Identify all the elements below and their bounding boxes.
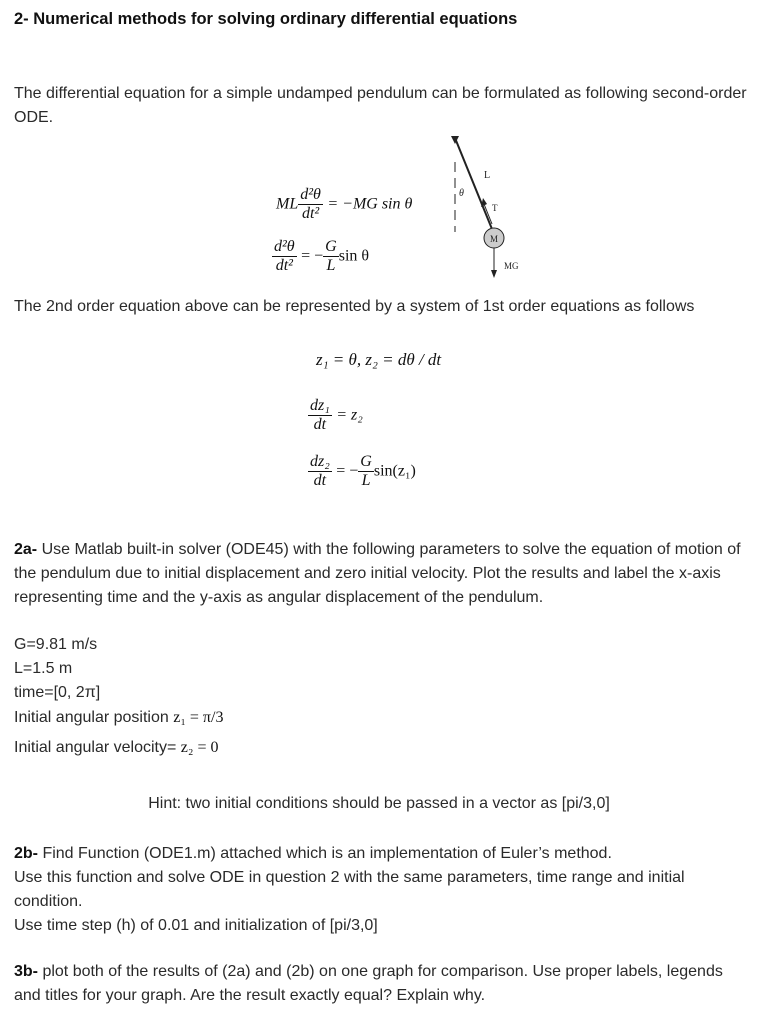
eq2-sin: sin θ (338, 247, 370, 265)
eq2-g-over-l (323, 238, 339, 274)
eq2-l: L (326, 256, 336, 274)
question-2a-label: 2a- (14, 541, 38, 558)
param-initial-velocity (14, 739, 218, 757)
pendulum-rod (455, 138, 494, 234)
eq2-equals: = − (301, 247, 324, 265)
init-pos-label: Initial angular position (14, 709, 174, 726)
mass-label: M (489, 234, 499, 244)
eqb-fraction (308, 453, 332, 489)
pendulum-figure (440, 132, 540, 282)
param-initial-position (14, 709, 223, 727)
weight-label: MG (504, 261, 519, 271)
question-2a (14, 538, 749, 610)
system-definitions: z₁ = θ, z₂ = dθ / dt (316, 350, 442, 369)
tension-label: T (492, 203, 498, 213)
eqb-sin: sin(z₁) (373, 462, 416, 480)
eqb-g: G (360, 453, 372, 470)
eqb-denominator: dt (313, 471, 327, 489)
question-3b-label: 3b- (14, 963, 38, 980)
init-vel-label: Initial angular velocity= (14, 739, 181, 756)
param-time: time=[0, 2π] (14, 684, 101, 701)
param-length: L=1.5 m (14, 660, 73, 677)
init-vel-value: z₂ = 0 (180, 739, 219, 756)
system-equation-b (308, 453, 416, 489)
hint-text: Hint: two initial conditions should be passed in a vector as [pi/3,0] (148, 795, 610, 812)
question-3b-text: plot both of the results of (2a) and (2b) on one graph for comparison. Use proper labels, legends and titles for your graph. Are the result exactly equal? Explain why. (14, 963, 723, 1004)
eqa-rhs: = z₂ (336, 406, 363, 424)
weight-arrow-icon (491, 270, 497, 278)
eq2-denominator: dt² (275, 256, 293, 274)
section-title: 2- Numerical methods for solving ordinary differential equations (14, 10, 518, 28)
eq1-numerator: d²θ (300, 186, 321, 203)
pendulum-equation-1 (276, 186, 412, 222)
eq1-fraction (298, 186, 323, 222)
eq1-coefficient: ML (276, 195, 299, 213)
eq2-fraction (272, 238, 297, 274)
question-2b-line2: Use this function and solve ODE in question 2 with the same parameters, time range and initial condition. (14, 869, 685, 910)
question-2b-line3: Use time step (h) of 0.01 and initialization of [pi/3,0] (14, 917, 378, 934)
eq1-rhs: = −MG sin θ (327, 195, 413, 213)
length-label: L (484, 170, 491, 181)
system-intro: The 2nd order equation above can be represented by a system of 1st order equations as follows (14, 298, 695, 315)
eq2-g: G (325, 238, 337, 255)
question-3b (14, 960, 749, 1008)
pendulum-equation-2 (272, 238, 369, 274)
eqa-numerator: dz₁ (310, 397, 330, 414)
question-2b-line1 (14, 842, 749, 866)
system-equation-a (308, 397, 363, 433)
eqa-fraction (308, 397, 332, 433)
eqb-g-over-l (358, 453, 374, 489)
eqb-numerator: dz₂ (310, 453, 330, 470)
question-2b-text: Find Function (ODE1.m) attached which is an implementation of Euler’s method. (38, 845, 612, 862)
question-2a-text: Use Matlab built-in solver (ODE45) with the following parameters to solve the equation of motion of the pendulum due to initial displacement and zero initial velocity. Plot the results and label the x-axis representing time and the y-axis as angular displacement of the pendulum. (14, 541, 741, 606)
eq2-numerator: d²θ (274, 238, 295, 255)
question-2b (14, 842, 749, 938)
question-2b-label: 2b- (14, 845, 38, 862)
param-gravity: G=9.81 m/s (14, 636, 98, 653)
eqb-equals: = − (336, 462, 359, 480)
theta-label: θ (459, 188, 464, 199)
eqa-denominator: dt (313, 415, 327, 433)
intro-paragraph: The differential equation for a simple undamped pendulum can be formulated as following second-order ODE. (14, 85, 747, 126)
eq1-denominator: dt² (301, 204, 320, 222)
init-pos-value: z₁ = π/3 (173, 709, 224, 726)
eqb-l: L (361, 471, 371, 489)
